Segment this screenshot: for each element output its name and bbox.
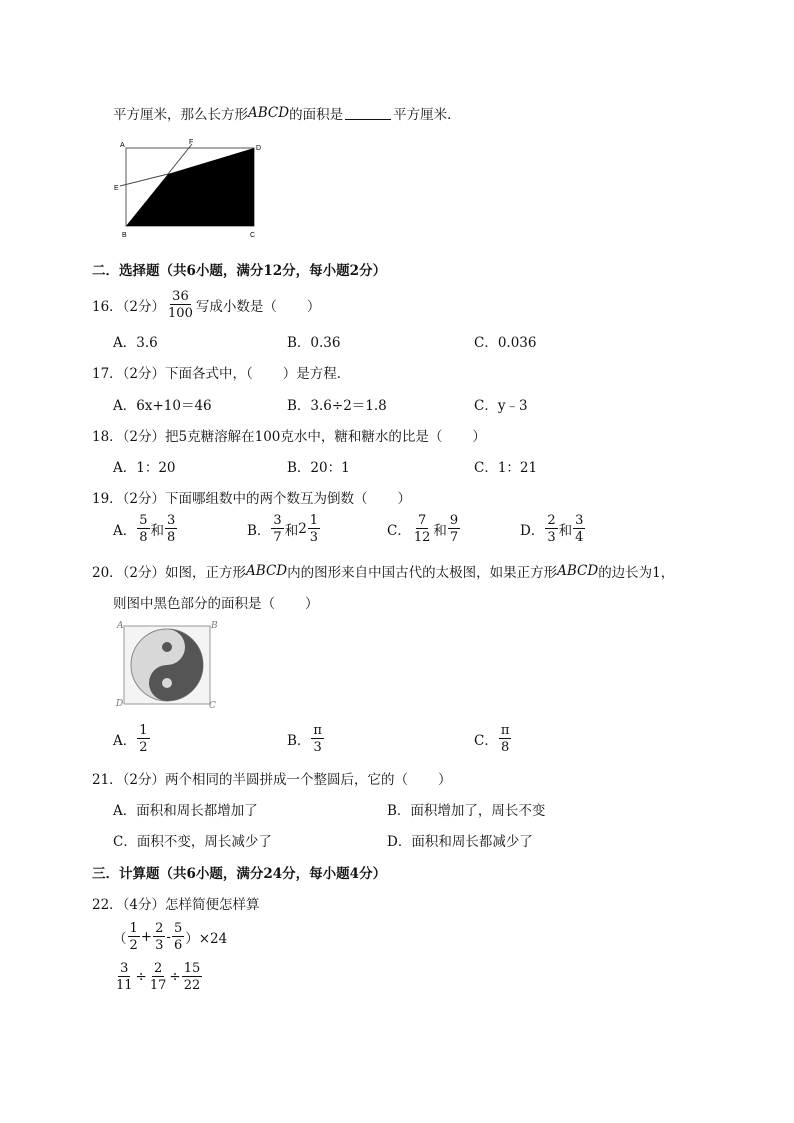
rectangle-figure [112,138,264,240]
section-2-heading: 二．选择题（共6小题，满分12分，每小题2分） [92,263,387,279]
label-c: C [209,701,216,710]
q21-option-a[interactable]: A．面积和周长都增加了 [113,803,258,819]
q21-option-b[interactable]: B．面积增加了，周长不变 [387,803,546,819]
question-17: 17．（2分） 下面各式中，（ ）是方程． [92,366,351,382]
q16-option-a[interactable]: A．3.6 [113,335,158,351]
q20-option-a[interactable]: A． $\frac{1}{2}$ [113,723,148,755]
question-21: 21．（2分） 两个相同的半圆拼成一个整圆后，它的（ ） [92,772,452,788]
q18-option-a[interactable]: A．1：20 [113,460,176,476]
label-d: D [116,699,124,709]
taiji-dot-dark [162,642,172,652]
q19-option-c[interactable]: C． $\frac{7}{12}$ 和 $\frac{9}{7}$ [387,513,459,545]
shaded-region [126,148,254,226]
q18-option-c[interactable]: C．1：21 [474,460,538,476]
q20-option-b[interactable]: B． $\frac{\pi}{3}$ [287,723,322,755]
label-c: C [250,232,256,239]
question-19: 19．（2分） 下面哪组数中的两个数互为倒数（ ） [92,491,412,507]
q19-option-b[interactable]: B． $\frac{3}{7}$ 和 2 $\frac{1}{3}$ [247,513,319,545]
label-f: F [189,139,194,146]
q22-expression-2: $\frac{3}{11}$ ÷ $\frac{2}{17}$ ÷ $\frac{15}{22}$ [116,961,201,993]
q16-option-b[interactable]: B．0.36 [287,335,341,351]
section-3-heading: 三．计算题（共6小题，满分24分，每小题4分） [92,866,387,882]
q22-expression-1: （ $\frac{1}{2}$ + $\frac{2}{3}$ - $\frac{5}{6}$ ）×24 [113,921,228,953]
label-a: A [120,142,125,149]
label-e: E [114,185,119,192]
taiji-figure [114,618,218,710]
question-20-line2: 则图中黑色部分的面积是（ ） [113,596,319,612]
label-b: B [211,621,218,631]
question-18: 18．（2分） 把5克糖溶解在100克水中，糖和糖水的比是（ ） [92,429,486,445]
question-20: 20．（2分） 如图，正方形 ABCD 内的图形来自中国古代的太极图，如果正方形 ABCD 的边长为1， [92,563,675,581]
q21-option-c[interactable]: C．面积不变，周长减少了 [113,834,272,850]
q19-option-d[interactable]: D． $\frac{2}{3}$ 和 $\frac{3}{4}$ [520,513,584,545]
q17-option-c[interactable]: C．y﹣3 [474,398,528,414]
label-b: B [122,232,127,239]
taiji-dot-light [162,678,172,688]
q17-option-b[interactable]: B．3.6÷2＝1.8 [287,398,387,414]
q17-option-a[interactable]: A．6x+10＝46 [113,398,212,414]
q20-option-c[interactable]: C． $\frac{\pi}{8}$ [474,723,510,755]
q15-tail: 平方厘米，那么长方形 ABCD 的面积是 平方厘米． [113,105,461,123]
q21-option-d[interactable]: D．面积和周长都减少了 [387,834,533,850]
label-d: D [256,145,262,152]
question-16: 16．（2分） $\frac{36}{100}$ 写成小数是（ ） [92,289,321,321]
label-a: A [117,621,124,631]
answer-blank[interactable] [345,107,391,120]
q16-option-c[interactable]: C．0.036 [474,335,537,351]
fraction: $\frac{36}{100}$ [168,289,193,321]
question-22: 22．（4分） 怎样简便怎样算 [92,897,260,913]
q19-option-a[interactable]: A． $\frac{5}{8}$ 和 $\frac{3}{8}$ [113,513,176,545]
q18-option-b[interactable]: B．20：1 [287,460,350,476]
